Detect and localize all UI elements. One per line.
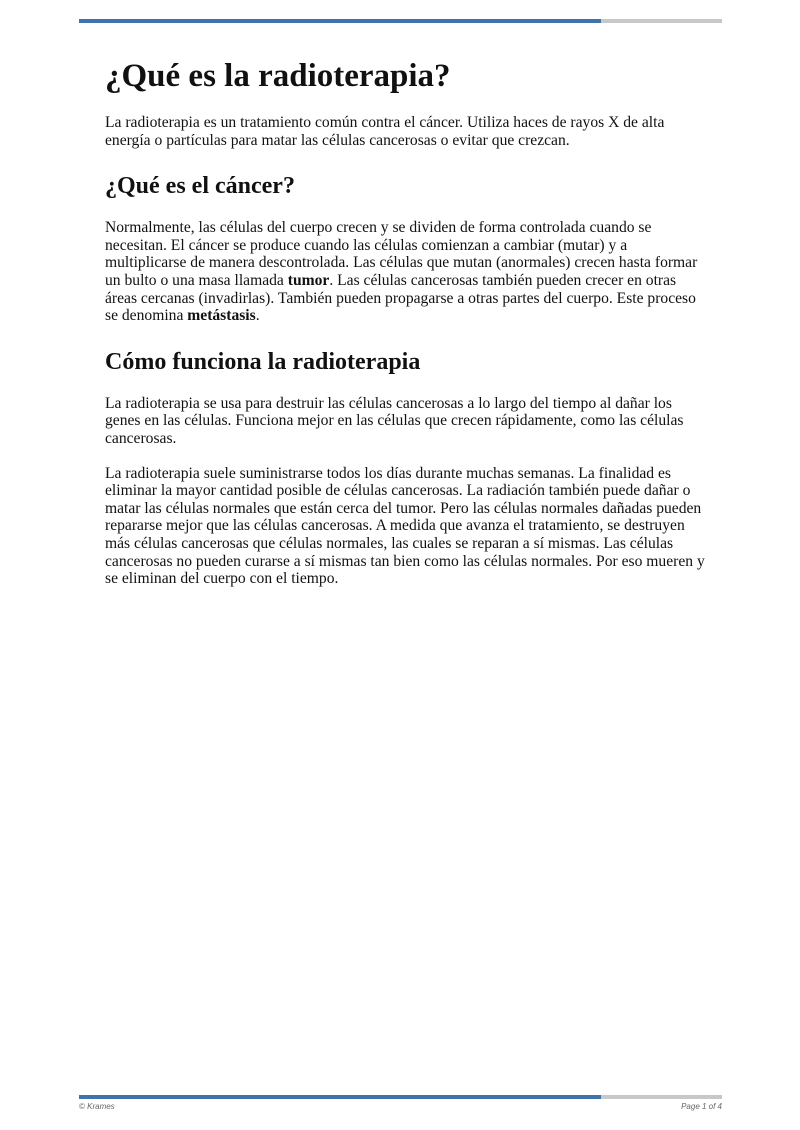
cancer-text-3: .: [255, 307, 260, 325]
footer-copyright: © Krames: [79, 1102, 115, 1111]
footer-page-number: Page 1 of 4: [681, 1102, 722, 1111]
term-tumor: tumor: [287, 271, 330, 289]
page-title: ¿Qué es la radioterapia?: [105, 58, 451, 94]
cancer-text-1: Normalmente, las células del cuerpo crecen y se dividen de forma controlada cuando se necesitan. El cáncer se produce cuando las células comienzan a cambiar (mutar) y a multiplicarse de manera descontrolada. Las células que mutan (anormales) crecen hasta formar un bulto o una masa llamada: [105, 219, 698, 289]
intro-paragraph: La radioterapia es un tratamiento común contra el cáncer. Utiliza haces de rayos X de alta energía o partículas para matar las células cancerosas o evitar que crezcan.: [105, 114, 665, 149]
header-rule-accent: [79, 19, 601, 23]
how-it-works-paragraph-1: La radioterapia se usa para destruir las células cancerosas a lo largo del tiempo al dañar los genes en las células. Funciona mejor en las células que crecen rápidamente, como las células cancerosas.: [105, 394, 684, 447]
header-rule: [79, 19, 722, 23]
footer-rule-accent: [79, 1095, 601, 1099]
section-heading-cancer: ¿Qué es el cáncer?: [105, 173, 295, 200]
cancer-text-2: . Las células cancerosas también pueden crecer en otras áreas cercanas (invadirlas). También pueden propagarse a otras partes del cuerpo. Este proceso se denomina: [105, 271, 696, 325]
section-heading-how-it-works: Cómo funciona la radioterapia: [105, 348, 421, 375]
document-body: [105, 56, 705, 605]
footer-rule: [79, 1095, 722, 1099]
cancer-paragraph: [105, 219, 705, 325]
how-it-works-paragraph-2: La radioterapia suele suministrarse todos los días durante muchas semanas. La finalidad es eliminar la mayor cantidad posible de células cancerosas. La radiación también puede dañar o matar las células normales que están cerca del tumor. Pero las células normales dañadas pueden repararse mejor que las células cancerosas. A medida que avanza el tratamiento, se destruyen más células cancerosas que células normales, las cuales se reparan a sí mismas. Las células cancerosas no pueden curarse a sí mismas tan bien como las células normales. Por eso mueren y se eliminan del cuerpo con el tiempo.: [105, 464, 705, 588]
term-metastasis: metástasis: [187, 307, 256, 325]
